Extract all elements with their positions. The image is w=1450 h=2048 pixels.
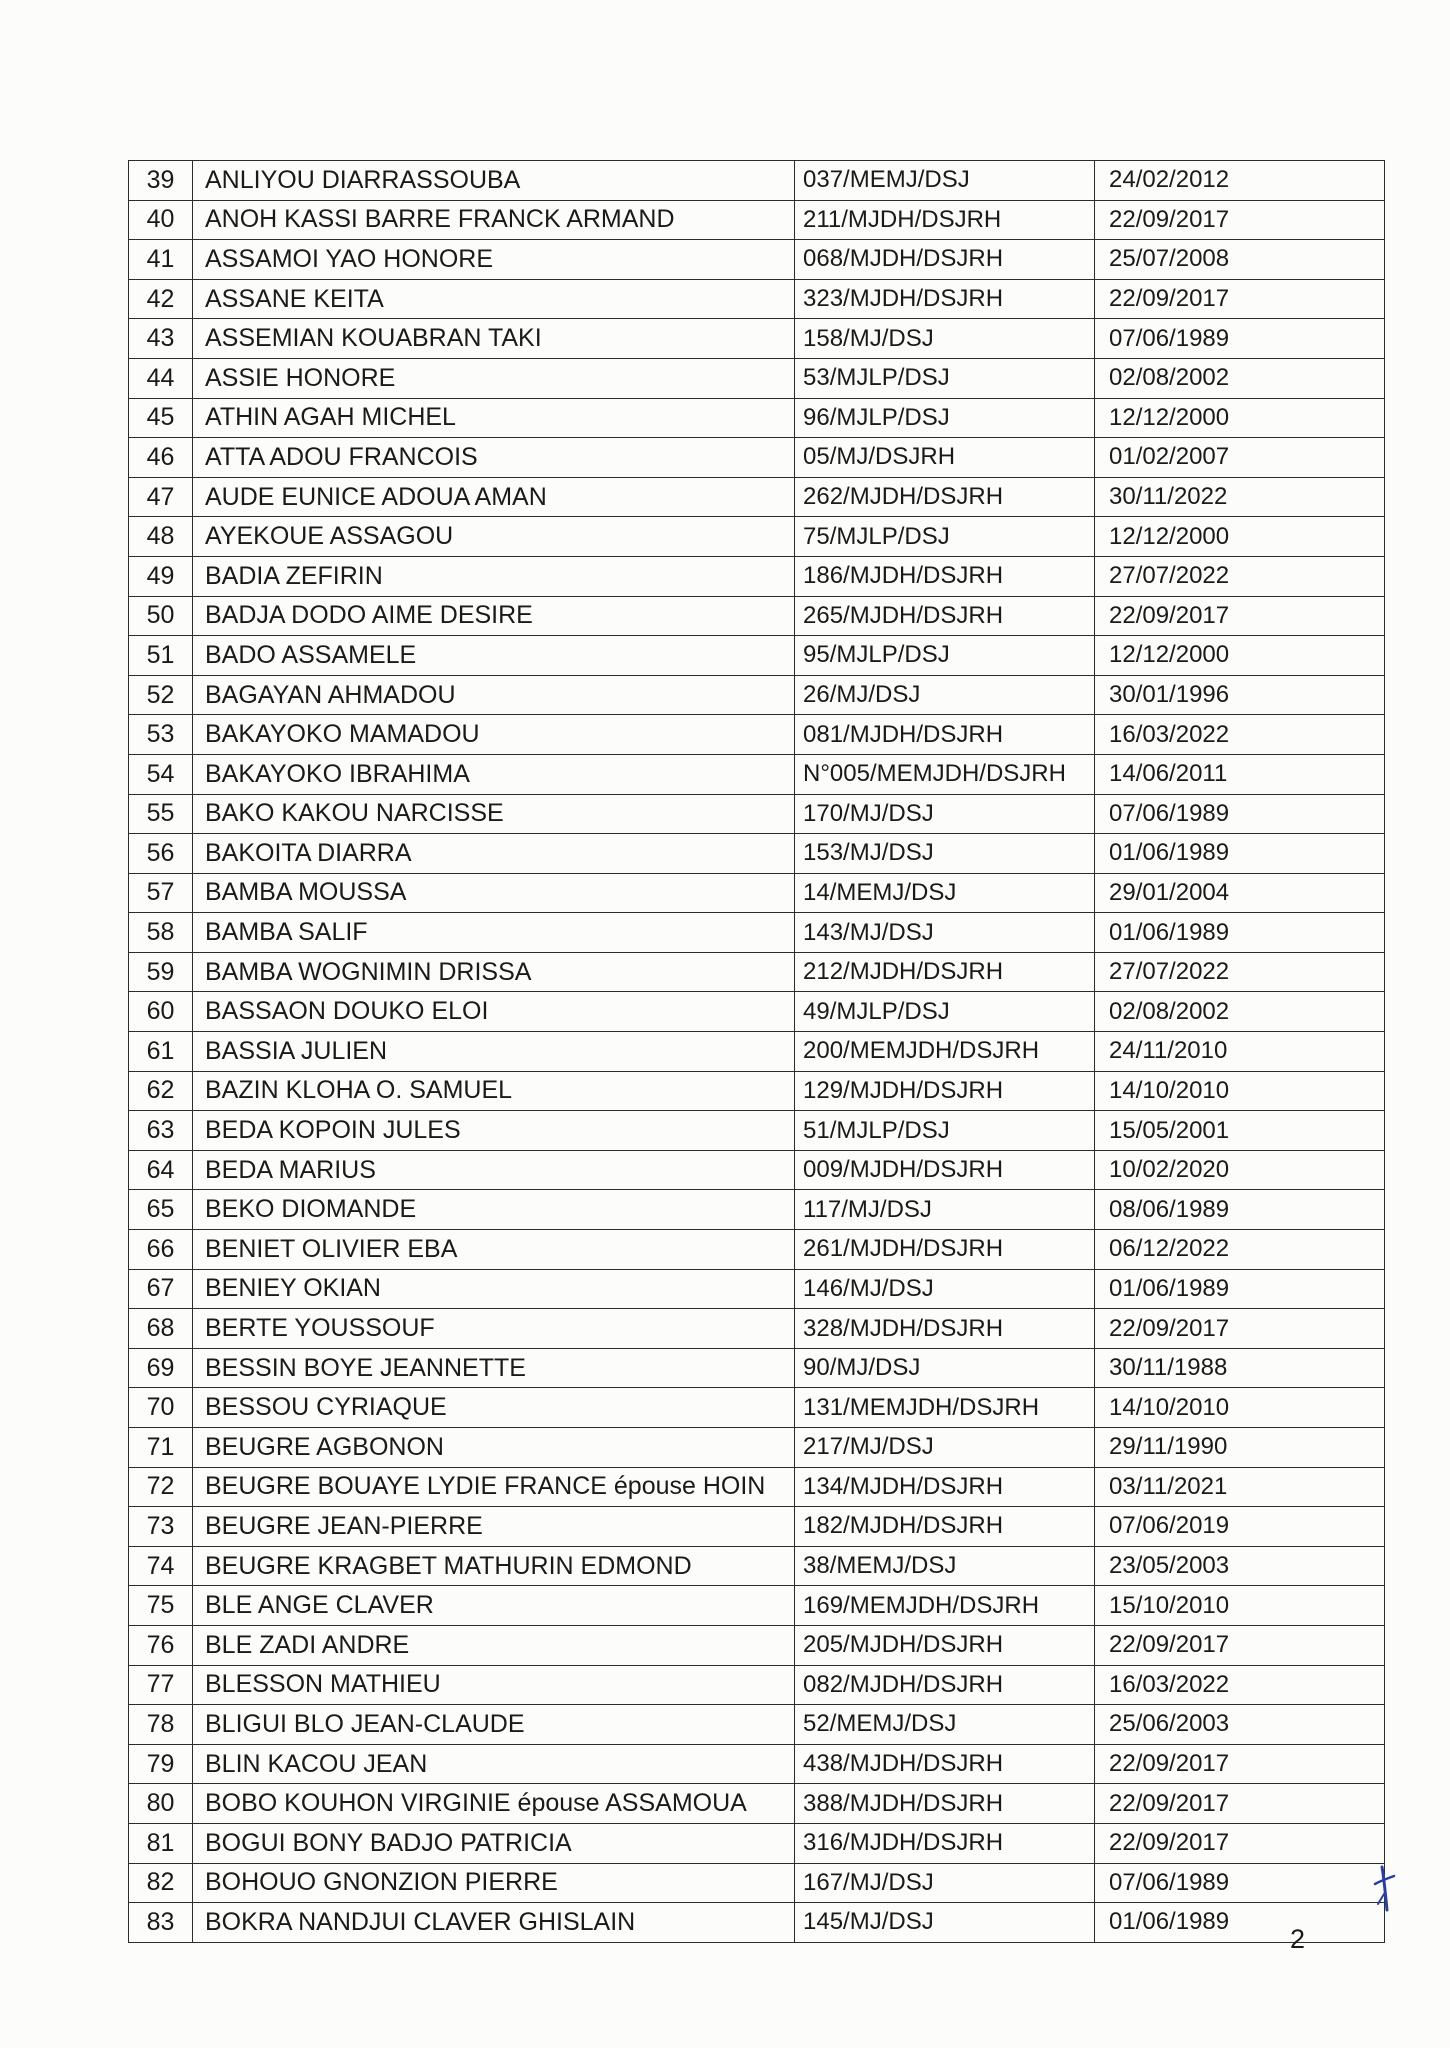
decision-date: 12/12/2000 bbox=[1095, 517, 1385, 557]
reference-number: 009/MJDH/DSJRH bbox=[795, 1150, 1095, 1190]
decision-date: 01/06/1989 bbox=[1095, 1269, 1385, 1309]
decision-date: 16/03/2022 bbox=[1095, 1665, 1385, 1705]
person-name: BAKAYOKO MAMADOU bbox=[193, 715, 795, 755]
person-name: BASSAON DOUKO ELOI bbox=[193, 992, 795, 1032]
decision-date: 10/02/2020 bbox=[1095, 1150, 1385, 1190]
table-body bbox=[129, 161, 1385, 1943]
decision-date: 25/06/2003 bbox=[1095, 1705, 1385, 1745]
row-number: 68 bbox=[129, 1309, 193, 1349]
table-row bbox=[129, 1467, 1385, 1507]
table-row bbox=[129, 1784, 1385, 1824]
person-name: BEUGRE AGBONON bbox=[193, 1428, 795, 1468]
decision-date: 29/11/1990 bbox=[1095, 1428, 1385, 1468]
table-row bbox=[129, 1190, 1385, 1230]
person-name: BASSIA JULIEN bbox=[193, 1032, 795, 1072]
reference-number: 52/MEMJ/DSJ bbox=[795, 1705, 1095, 1745]
decision-date: 12/12/2000 bbox=[1095, 636, 1385, 676]
person-name: BEKO DIOMANDE bbox=[193, 1190, 795, 1230]
reference-number: 96/MJLP/DSJ bbox=[795, 398, 1095, 438]
reference-number: 75/MJLP/DSJ bbox=[795, 517, 1095, 557]
row-number: 82 bbox=[129, 1863, 193, 1903]
table-row bbox=[129, 873, 1385, 913]
reference-number: 082/MJDH/DSJRH bbox=[795, 1665, 1095, 1705]
person-name: BEUGRE JEAN-PIERRE bbox=[193, 1507, 795, 1547]
row-number: 80 bbox=[129, 1784, 193, 1824]
decision-date: 01/02/2007 bbox=[1095, 438, 1385, 478]
reference-number: 117/MJ/DSJ bbox=[795, 1190, 1095, 1230]
reference-number: N°005/MEMJDH/DSJRH bbox=[795, 754, 1095, 794]
person-name: BOBO KOUHON VIRGINIE épouse ASSAMOUA bbox=[193, 1784, 795, 1824]
person-name: ATHIN AGAH MICHEL bbox=[193, 398, 795, 438]
decision-date: 23/05/2003 bbox=[1095, 1546, 1385, 1586]
row-number: 48 bbox=[129, 517, 193, 557]
decision-date: 01/06/1989 bbox=[1095, 1903, 1385, 1943]
reference-number: 323/MJDH/DSJRH bbox=[795, 279, 1095, 319]
table-row bbox=[129, 754, 1385, 794]
row-number: 69 bbox=[129, 1348, 193, 1388]
row-number: 76 bbox=[129, 1625, 193, 1665]
person-name: BAZIN KLOHA O. SAMUEL bbox=[193, 1071, 795, 1111]
table-row bbox=[129, 952, 1385, 992]
reference-number: 26/MJ/DSJ bbox=[795, 675, 1095, 715]
row-number: 53 bbox=[129, 715, 193, 755]
decision-date: 27/07/2022 bbox=[1095, 556, 1385, 596]
table-row bbox=[129, 1705, 1385, 1745]
decision-date: 22/09/2017 bbox=[1095, 1823, 1385, 1863]
table-row bbox=[129, 398, 1385, 438]
table-row bbox=[129, 1428, 1385, 1468]
reference-number: 217/MJ/DSJ bbox=[795, 1428, 1095, 1468]
reference-number: 14/MEMJ/DSJ bbox=[795, 873, 1095, 913]
row-number: 66 bbox=[129, 1230, 193, 1270]
table-row bbox=[129, 279, 1385, 319]
person-name: BLESSON MATHIEU bbox=[193, 1665, 795, 1705]
row-number: 45 bbox=[129, 398, 193, 438]
person-name: BADIA ZEFIRIN bbox=[193, 556, 795, 596]
decision-date: 01/06/1989 bbox=[1095, 834, 1385, 874]
reference-number: 95/MJLP/DSJ bbox=[795, 636, 1095, 676]
row-number: 63 bbox=[129, 1111, 193, 1151]
decision-date: 14/10/2010 bbox=[1095, 1388, 1385, 1428]
table-row bbox=[129, 1546, 1385, 1586]
decision-date: 27/07/2022 bbox=[1095, 952, 1385, 992]
person-name: BAMBA WOGNIMIN DRISSA bbox=[193, 952, 795, 992]
row-number: 55 bbox=[129, 794, 193, 834]
row-number: 61 bbox=[129, 1032, 193, 1072]
decision-date: 22/09/2017 bbox=[1095, 1625, 1385, 1665]
row-number: 73 bbox=[129, 1507, 193, 1547]
decision-date: 01/06/1989 bbox=[1095, 913, 1385, 953]
decision-date: 15/10/2010 bbox=[1095, 1586, 1385, 1626]
table-row bbox=[129, 1309, 1385, 1349]
row-number: 39 bbox=[129, 161, 193, 201]
table-row bbox=[129, 834, 1385, 874]
row-number: 58 bbox=[129, 913, 193, 953]
decision-date: 24/02/2012 bbox=[1095, 161, 1385, 201]
person-name: AUDE EUNICE ADOUA AMAN bbox=[193, 477, 795, 517]
table-row bbox=[129, 1586, 1385, 1626]
row-number: 41 bbox=[129, 240, 193, 280]
reference-number: 167/MJ/DSJ bbox=[795, 1863, 1095, 1903]
person-name: ATTA ADOU FRANCOIS bbox=[193, 438, 795, 478]
row-number: 51 bbox=[129, 636, 193, 676]
reference-number: 90/MJ/DSJ bbox=[795, 1348, 1095, 1388]
reference-number: 037/MEMJ/DSJ bbox=[795, 161, 1095, 201]
person-name: BAKOITA DIARRA bbox=[193, 834, 795, 874]
person-name: BLE ZADI ANDRE bbox=[193, 1625, 795, 1665]
decision-date: 22/09/2017 bbox=[1095, 1744, 1385, 1784]
decision-date: 29/01/2004 bbox=[1095, 873, 1385, 913]
reference-number: 143/MJ/DSJ bbox=[795, 913, 1095, 953]
row-number: 74 bbox=[129, 1546, 193, 1586]
person-name: BLIGUI BLO JEAN-CLAUDE bbox=[193, 1705, 795, 1745]
table-row bbox=[129, 358, 1385, 398]
decision-date: 30/01/1996 bbox=[1095, 675, 1385, 715]
table-row bbox=[129, 1625, 1385, 1665]
reference-number: 129/MJDH/DSJRH bbox=[795, 1071, 1095, 1111]
reference-number: 146/MJ/DSJ bbox=[795, 1269, 1095, 1309]
table-row bbox=[129, 1111, 1385, 1151]
table-row bbox=[129, 1823, 1385, 1863]
decision-date: 22/09/2017 bbox=[1095, 1784, 1385, 1824]
row-number: 40 bbox=[129, 200, 193, 240]
table-row bbox=[129, 1269, 1385, 1309]
table-row bbox=[129, 200, 1385, 240]
decision-date: 16/03/2022 bbox=[1095, 715, 1385, 755]
person-name: BOHOUO GNONZION PIERRE bbox=[193, 1863, 795, 1903]
person-name: BAMBA SALIF bbox=[193, 913, 795, 953]
person-name: BADJA DODO AIME DESIRE bbox=[193, 596, 795, 636]
reference-number: 158/MJ/DSJ bbox=[795, 319, 1095, 359]
reference-number: 316/MJDH/DSJRH bbox=[795, 1823, 1095, 1863]
reference-number: 131/MEMJDH/DSJRH bbox=[795, 1388, 1095, 1428]
decision-date: 25/07/2008 bbox=[1095, 240, 1385, 280]
table-row bbox=[129, 794, 1385, 834]
row-number: 70 bbox=[129, 1388, 193, 1428]
table-row bbox=[129, 161, 1385, 201]
reference-number: 145/MJ/DSJ bbox=[795, 1903, 1095, 1943]
person-name: BOKRA NANDJUI CLAVER GHISLAIN bbox=[193, 1903, 795, 1943]
reference-number: 153/MJ/DSJ bbox=[795, 834, 1095, 874]
person-name: BADO ASSAMELE bbox=[193, 636, 795, 676]
table-row bbox=[129, 1903, 1385, 1943]
person-name: BEDA MARIUS bbox=[193, 1150, 795, 1190]
table-row bbox=[129, 517, 1385, 557]
reference-number: 51/MJLP/DSJ bbox=[795, 1111, 1095, 1151]
reference-number: 261/MJDH/DSJRH bbox=[795, 1230, 1095, 1270]
reference-number: 388/MJDH/DSJRH bbox=[795, 1784, 1095, 1824]
row-number: 62 bbox=[129, 1071, 193, 1111]
table-row bbox=[129, 1150, 1385, 1190]
handwritten-pen-mark bbox=[1370, 1864, 1400, 1914]
person-name: BOGUI BONY BADJO PATRICIA bbox=[193, 1823, 795, 1863]
decision-date: 22/09/2017 bbox=[1095, 200, 1385, 240]
table-row bbox=[129, 1032, 1385, 1072]
person-name: ASSEMIAN KOUABRAN TAKI bbox=[193, 319, 795, 359]
decision-date: 14/10/2010 bbox=[1095, 1071, 1385, 1111]
reference-number: 200/MEMJDH/DSJRH bbox=[795, 1032, 1095, 1072]
row-number: 79 bbox=[129, 1744, 193, 1784]
decision-date: 14/06/2011 bbox=[1095, 754, 1385, 794]
person-name: BEUGRE BOUAYE LYDIE FRANCE épouse HOIN bbox=[193, 1467, 795, 1507]
reference-number: 068/MJDH/DSJRH bbox=[795, 240, 1095, 280]
reference-number: 182/MJDH/DSJRH bbox=[795, 1507, 1095, 1547]
table-row bbox=[129, 1665, 1385, 1705]
row-number: 75 bbox=[129, 1586, 193, 1626]
row-number: 78 bbox=[129, 1705, 193, 1745]
person-name: BEDA KOPOIN JULES bbox=[193, 1111, 795, 1151]
decision-date: 24/11/2010 bbox=[1095, 1032, 1385, 1072]
decision-date: 07/06/1989 bbox=[1095, 1863, 1385, 1903]
reference-number: 328/MJDH/DSJRH bbox=[795, 1309, 1095, 1349]
person-name: ASSANE KEITA bbox=[193, 279, 795, 319]
table-row bbox=[129, 1863, 1385, 1903]
row-number: 65 bbox=[129, 1190, 193, 1230]
decision-date: 07/06/2019 bbox=[1095, 1507, 1385, 1547]
row-number: 71 bbox=[129, 1428, 193, 1468]
decision-date: 30/11/2022 bbox=[1095, 477, 1385, 517]
reference-number: 05/MJ/DSJRH bbox=[795, 438, 1095, 478]
row-number: 57 bbox=[129, 873, 193, 913]
row-number: 81 bbox=[129, 1823, 193, 1863]
decision-date: 12/12/2000 bbox=[1095, 398, 1385, 438]
reference-number: 169/MEMJDH/DSJRH bbox=[795, 1586, 1095, 1626]
reference-number: 262/MJDH/DSJRH bbox=[795, 477, 1095, 517]
decision-date: 15/05/2001 bbox=[1095, 1111, 1385, 1151]
decision-date: 06/12/2022 bbox=[1095, 1230, 1385, 1270]
reference-number: 211/MJDH/DSJRH bbox=[795, 200, 1095, 240]
decision-date: 07/06/1989 bbox=[1095, 794, 1385, 834]
person-name: BLIN KACOU JEAN bbox=[193, 1744, 795, 1784]
table-row bbox=[129, 1744, 1385, 1784]
row-number: 72 bbox=[129, 1467, 193, 1507]
decision-date: 30/11/1988 bbox=[1095, 1348, 1385, 1388]
reference-number: 53/MJLP/DSJ bbox=[795, 358, 1095, 398]
table-row bbox=[129, 1348, 1385, 1388]
person-name: BAMBA MOUSSA bbox=[193, 873, 795, 913]
row-number: 59 bbox=[129, 952, 193, 992]
person-name: ANOH KASSI BARRE FRANCK ARMAND bbox=[193, 200, 795, 240]
table-row bbox=[129, 1230, 1385, 1270]
decision-date: 22/09/2017 bbox=[1095, 596, 1385, 636]
person-name: ANLIYOU DIARRASSOUBA bbox=[193, 161, 795, 201]
row-number: 46 bbox=[129, 438, 193, 478]
decision-date: 03/11/2021 bbox=[1095, 1467, 1385, 1507]
person-name: BESSIN BOYE JEANNETTE bbox=[193, 1348, 795, 1388]
person-name: BAKAYOKO IBRAHIMA bbox=[193, 754, 795, 794]
person-name: BENIET OLIVIER EBA bbox=[193, 1230, 795, 1270]
person-name: ASSIE HONORE bbox=[193, 358, 795, 398]
personnel-list-table bbox=[128, 160, 1385, 1943]
reference-number: 170/MJ/DSJ bbox=[795, 794, 1095, 834]
decision-date: 02/08/2002 bbox=[1095, 992, 1385, 1032]
decision-date: 22/09/2017 bbox=[1095, 279, 1385, 319]
row-number: 83 bbox=[129, 1903, 193, 1943]
row-number: 47 bbox=[129, 477, 193, 517]
reference-number: 205/MJDH/DSJRH bbox=[795, 1625, 1095, 1665]
row-number: 54 bbox=[129, 754, 193, 794]
table-row bbox=[129, 1388, 1385, 1428]
reference-number: 212/MJDH/DSJRH bbox=[795, 952, 1095, 992]
decision-date: 22/09/2017 bbox=[1095, 1309, 1385, 1349]
decision-date: 07/06/1989 bbox=[1095, 319, 1385, 359]
table-row bbox=[129, 913, 1385, 953]
row-number: 67 bbox=[129, 1269, 193, 1309]
reference-number: 38/MEMJ/DSJ bbox=[795, 1546, 1095, 1586]
person-name: BAGAYAN AHMADOU bbox=[193, 675, 795, 715]
page-number: 2 bbox=[1290, 1924, 1306, 1954]
row-number: 77 bbox=[129, 1665, 193, 1705]
table-row bbox=[129, 240, 1385, 280]
reference-number: 265/MJDH/DSJRH bbox=[795, 596, 1095, 636]
person-name: BESSOU CYRIAQUE bbox=[193, 1388, 795, 1428]
table-row bbox=[129, 438, 1385, 478]
table-row bbox=[129, 1071, 1385, 1111]
person-name: BLE ANGE CLAVER bbox=[193, 1586, 795, 1626]
decision-date: 08/06/1989 bbox=[1095, 1190, 1385, 1230]
row-number: 56 bbox=[129, 834, 193, 874]
row-number: 60 bbox=[129, 992, 193, 1032]
person-name: BEUGRE KRAGBET MATHURIN EDMOND bbox=[193, 1546, 795, 1586]
person-name: BERTE YOUSSOUF bbox=[193, 1309, 795, 1349]
table-row bbox=[129, 715, 1385, 755]
person-name: BAKO KAKOU NARCISSE bbox=[193, 794, 795, 834]
table-row bbox=[129, 477, 1385, 517]
row-number: 42 bbox=[129, 279, 193, 319]
row-number: 43 bbox=[129, 319, 193, 359]
table-row bbox=[129, 1507, 1385, 1547]
reference-number: 49/MJLP/DSJ bbox=[795, 992, 1095, 1032]
row-number: 44 bbox=[129, 358, 193, 398]
row-number: 52 bbox=[129, 675, 193, 715]
reference-number: 081/MJDH/DSJRH bbox=[795, 715, 1095, 755]
reference-number: 134/MJDH/DSJRH bbox=[795, 1467, 1095, 1507]
reference-number: 438/MJDH/DSJRH bbox=[795, 1744, 1095, 1784]
table-row bbox=[129, 556, 1385, 596]
row-number: 49 bbox=[129, 556, 193, 596]
person-name: ASSAMOI YAO HONORE bbox=[193, 240, 795, 280]
person-name: BENIEY OKIAN bbox=[193, 1269, 795, 1309]
person-name: AYEKOUE ASSAGOU bbox=[193, 517, 795, 557]
row-number: 50 bbox=[129, 596, 193, 636]
reference-number: 186/MJDH/DSJRH bbox=[795, 556, 1095, 596]
row-number: 64 bbox=[129, 1150, 193, 1190]
table-row bbox=[129, 319, 1385, 359]
table-row bbox=[129, 596, 1385, 636]
table-row bbox=[129, 992, 1385, 1032]
decision-date: 02/08/2002 bbox=[1095, 358, 1385, 398]
table-row bbox=[129, 675, 1385, 715]
table-row bbox=[129, 636, 1385, 676]
